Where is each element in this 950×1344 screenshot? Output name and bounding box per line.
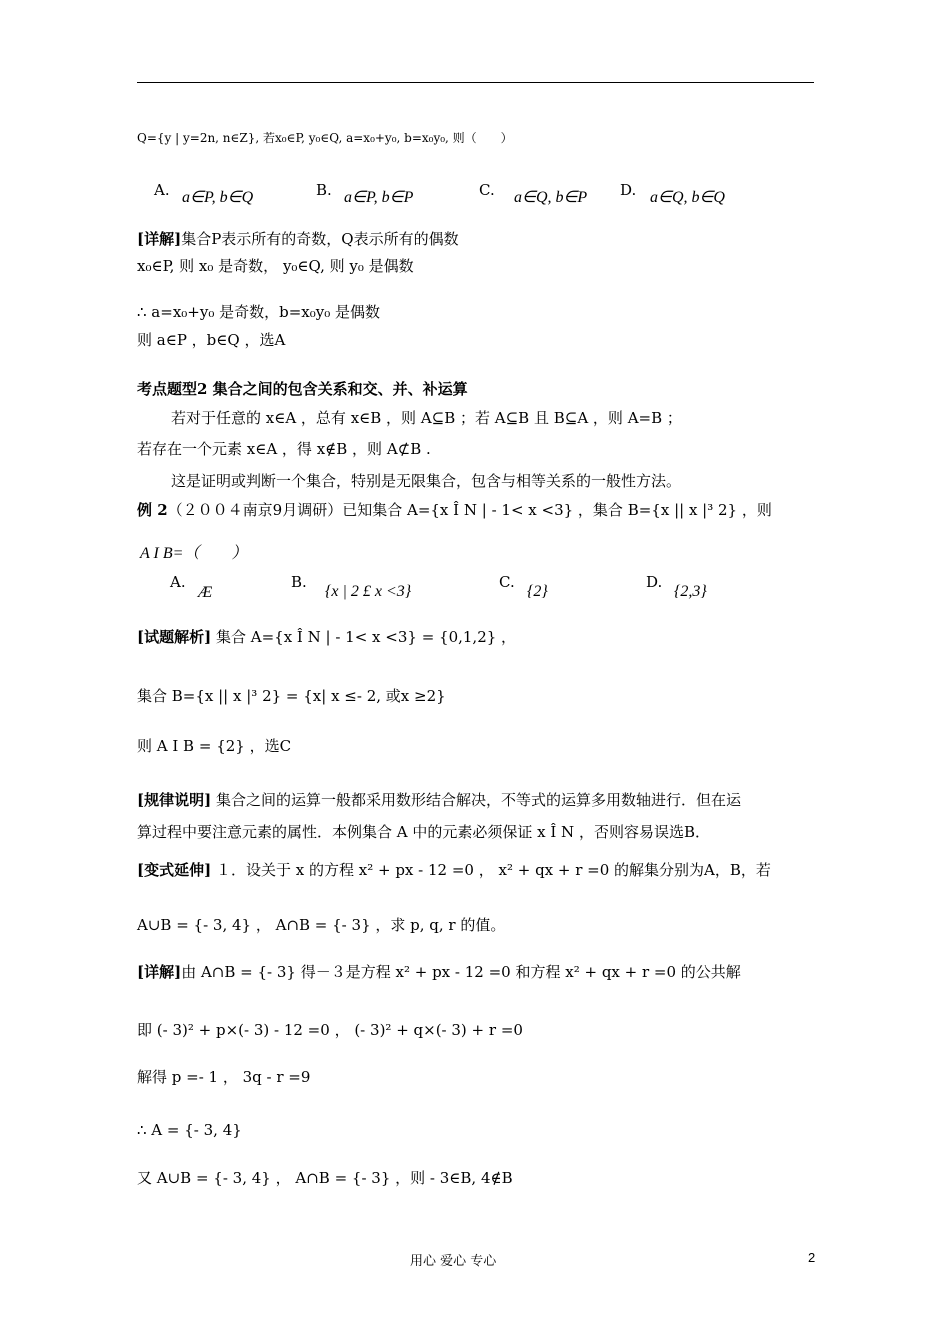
opt-a-label: A. — [154, 181, 170, 199]
example-label: 例 2 — [137, 501, 168, 519]
example-text: （２００４南京9月调研）已知集合 A={x Î N | - 1< x <3} ，集合 B={x || x |³ 2} ，则 — [167, 501, 772, 519]
solution-2: 集合 B={x || x |³ 2} = {x| x ≤- 2, 或x ≥2} — [137, 687, 446, 705]
opt2-b-label: B. — [291, 573, 307, 591]
opt2-b-value: {x | 2 £ x <3} — [325, 583, 412, 600]
detail-4: 则 a∈P ，b∈Q ，选A — [137, 331, 286, 349]
paragraph-2: 若存在一个元素 x∈A ，得 x∉B ，则 A⊄B . — [137, 440, 431, 458]
rule-label: [规律说明] — [137, 791, 212, 809]
section-heading: 考点题型2 集合之间的包含关系和交、并、补运算 — [137, 380, 468, 398]
variant-text: １．设关于 x 的方程 x² + px - 12 =0 ， x² + qx + r =0 的解集分别为A，B，若 — [215, 861, 771, 879]
detail-9: 又 A∪B = {- 3, 4} ， A∩B = {- 3} ，则 - 3∈B, 4∉B — [137, 1169, 513, 1187]
q-definition: Q={y | y=2n, n∈Z}, 若x₀∈P, y₀∈Q, a=x₀+y₀, b=x₀y₀, 则（ ） — [137, 131, 513, 145]
rule-1 — [137, 790, 741, 810]
opt-a-value: a∈P, b∈Q — [182, 189, 254, 206]
detail5-text: 由 A∩B = {- 3} 得－３是方程 x² + px - 12 =0 和方程 x² + qx + r =0 的公共解 — [181, 963, 741, 981]
paragraph-3: 这是证明或判断一个集合，特别是无限集合，包含与相等关系的一般性方法。 — [171, 472, 682, 490]
opt2-a-label: A. — [170, 573, 186, 591]
header-rule — [137, 82, 814, 83]
variant-2: A∪B = {- 3, 4} ， A∩B = {- 3} ，求 p, q, r 的值。 — [137, 916, 506, 934]
opt-c-label: C. — [479, 181, 495, 199]
detail-label: [详解] — [137, 230, 182, 248]
opt-c-value: a∈Q, b∈P — [514, 189, 588, 206]
opt2-c-value: {2} — [527, 583, 548, 600]
solution-label: [试题解析] — [137, 628, 212, 646]
rule-text: 集合之间的运算一般都采用数形结合解决，不等式的运算多用数轴进行．但在运 — [215, 791, 741, 809]
opt-d-value: a∈Q, b∈Q — [650, 189, 725, 206]
opt2-d-label: D. — [646, 573, 663, 591]
opt-b-label: B. — [316, 181, 332, 199]
opt2-c-label: C. — [499, 573, 515, 591]
detail5-label: [详解] — [137, 963, 182, 981]
opt2-a-value: Æ — [198, 584, 213, 601]
detail-3: ∴ a=x₀+y₀ 是奇数，b=x₀y₀ 是偶数 — [137, 303, 381, 321]
example-2-question: A I B=（ ） — [140, 545, 248, 562]
opt2-d-value: {2,3} — [674, 583, 707, 600]
page-number: 2 — [808, 1250, 816, 1265]
solution-1 — [137, 627, 516, 647]
variant-label: [变式延伸] — [137, 861, 212, 879]
detail-6: 即 (- 3)² + p×(- 3) - 12 =0 ， (- 3)² + q×(- 3) + r =0 — [137, 1021, 523, 1039]
detail-8: ∴ A = {- 3, 4} — [137, 1121, 242, 1139]
detail-1 — [137, 229, 459, 249]
footer-motto: 用心 爱心 专心 — [410, 1254, 497, 1269]
opt-d-label: D. — [620, 181, 637, 199]
detail-text: 集合P表示所有的奇数，Q表示所有的偶数 — [181, 230, 459, 248]
solution-3: 则 A I B = {2} ，选C — [137, 737, 292, 755]
paragraph-1: 若对于任意的 x∈A ，总有 x∈B ，则 A⊆B ；若 A⊆B 且 B⊆A ，则 A=B ； — [171, 409, 682, 427]
detail-2: x₀∈P, 则 x₀ 是奇数， y₀∈Q, 则 y₀ 是偶数 — [137, 257, 414, 275]
detail-5 — [137, 962, 741, 982]
solution-text: 集合 A={x Î N | - 1< x <3} = {0,1,2} ， — [215, 628, 517, 646]
example-2 — [137, 500, 772, 520]
rule-2: 算过程中要注意元素的属性．本例集合 A 中的元素必须保证 x Î N ，否则容易误选B． — [137, 823, 710, 841]
opt-b-value: a∈P, b∈P — [344, 189, 414, 206]
detail-7: 解得 p =- 1 ， 3q - r =9 — [137, 1068, 311, 1086]
variant-1 — [137, 860, 771, 880]
